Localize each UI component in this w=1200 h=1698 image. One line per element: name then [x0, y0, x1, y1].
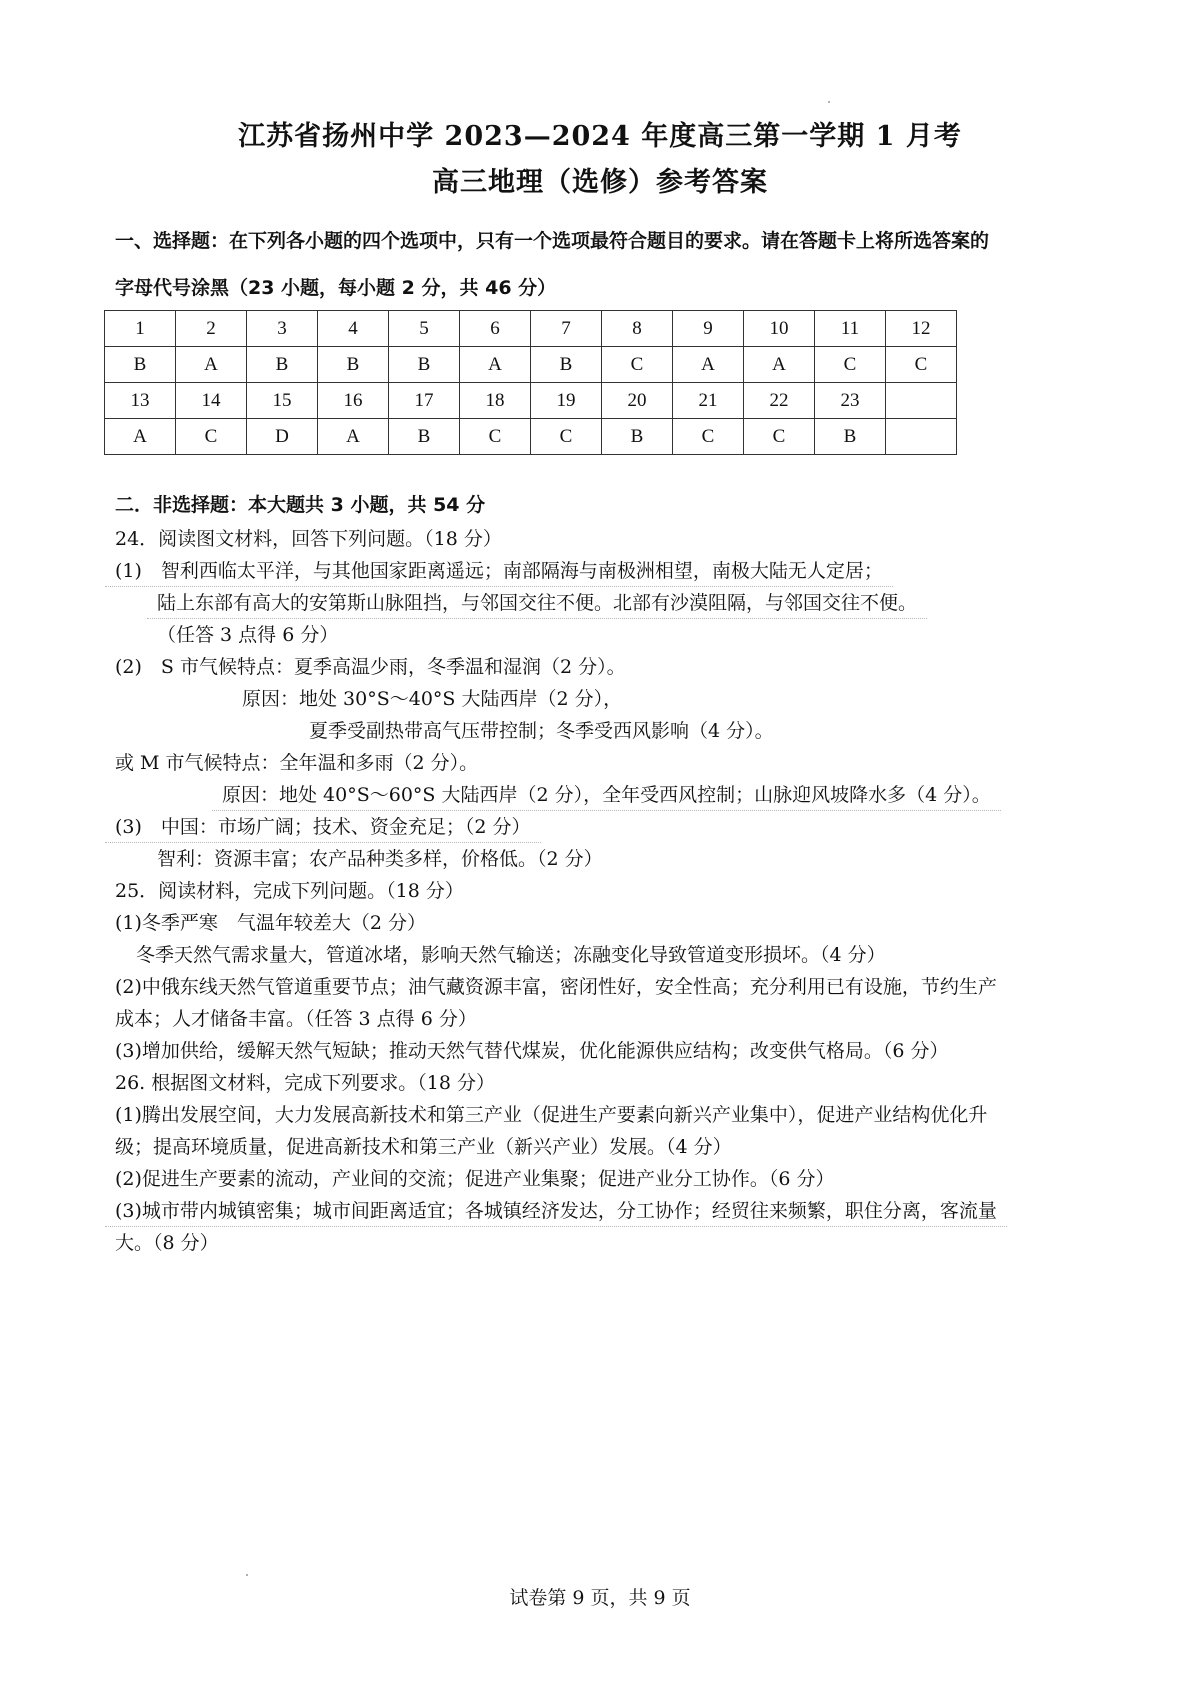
q26-3-line1: (3)城市带内城镇密集；城市间距离适宜；各城镇经济发达，分工协作；经贸往来频繁，职住分离，客流量: [115, 1200, 997, 1222]
question-number-cell: 23: [815, 383, 886, 419]
scan-speck: [828, 101, 830, 103]
answer-cell: B: [602, 419, 673, 455]
q24-2-m-reason: 原因：地处 40°S～60°S 大陆西岸（2 分），全年受西风控制；山脉迎风坡降水多（4 分）。: [222, 784, 991, 806]
question-number-cell: 17: [389, 383, 460, 419]
question-number-cell: 13: [105, 383, 176, 419]
question-number-cell: 10: [744, 311, 815, 347]
question-number-cell: 11: [815, 311, 886, 347]
answer-cell: C: [815, 347, 886, 383]
answer-cell: C: [176, 419, 247, 455]
answer-cell: B: [531, 347, 602, 383]
question-number-cell: 22: [744, 383, 815, 419]
q25-1-line2: 冬季天然气需求量大，管道冰堵，影响天然气输送；冻融变化导致管道变形损坏。（4 分）: [136, 944, 886, 966]
question-number-cell: 12: [886, 311, 957, 347]
q24-3-chile: 智利：资源丰富；农产品种类多样，价格低。（2 分）: [157, 848, 603, 870]
answer-cell: B: [815, 419, 886, 455]
page-subtitle: 高三地理（选修）参考答案: [432, 167, 768, 198]
q24-1-line1: (1) 智利西临太平洋，与其他国家距离遥远；南部隔海与南极洲相望，南极大陆无人定居；: [115, 560, 883, 582]
question-number-cell: 4: [318, 311, 389, 347]
answer-cell: C: [673, 419, 744, 455]
answer-cell: C: [602, 347, 673, 383]
answer-cell: C: [744, 419, 815, 455]
q26-heading: 26. 根据图文材料，完成下列要求。（18 分）: [115, 1072, 495, 1094]
q26-1-line1: (1)腾出发展空间，大力发展高新技术和第三产业（促进生产要素向新兴产业集中），促进产业结构优化升: [115, 1104, 988, 1126]
q26-3-line2: 大。（8 分）: [115, 1232, 219, 1254]
answer-cell: D: [247, 419, 318, 455]
question-number-cell: 5: [389, 311, 460, 347]
table-row-answers: [105, 419, 957, 455]
q25-3: (3)增加供给，缓解天然气短缺；推动天然气替代煤炭，优化能源供应结构；改变供气格局。（6 分）: [115, 1040, 949, 1062]
table-row-question-numbers: [105, 311, 957, 347]
page-title: 江苏省扬州中学 2023—2024 年度高三第一学期 1 月考: [238, 121, 962, 152]
answer-cell: B: [247, 347, 318, 383]
q25-2-line2: 成本；人才储备丰富。（任答 3 点得 6 分）: [115, 1008, 477, 1030]
answer-cell: A: [176, 347, 247, 383]
q24-heading: 24．阅读图文材料，回答下列问题。（18 分）: [115, 528, 502, 550]
answer-cell: B: [105, 347, 176, 383]
section1-heading-line2: 字母代号涂黑（23 小题，每小题 2 分，共 46 分）: [115, 277, 557, 299]
scan-speck: [246, 1574, 248, 1576]
question-number-cell: 8: [602, 311, 673, 347]
answer-cell: A: [460, 347, 531, 383]
q25-1-line1: (1)冬季严寒 气温年较差大（2 分）: [115, 912, 427, 934]
question-number-cell: 6: [460, 311, 531, 347]
answer-cell: A: [673, 347, 744, 383]
answer-cell: [886, 419, 957, 455]
question-number-cell: 14: [176, 383, 247, 419]
question-number-cell: 1: [105, 311, 176, 347]
q25-heading: 25．阅读材料，完成下列问题。（18 分）: [115, 880, 464, 902]
answer-table: [104, 310, 957, 455]
question-number-cell: 21: [673, 383, 744, 419]
q24-1-line2: 陆上东部有高大的安第斯山脉阻挡，与邻国交往不便。北部有沙漠阻隔，与邻国交往不便。: [157, 592, 918, 614]
q26-2: (2)促进生产要素的流动，产业间的交流；促进产业集聚；促进产业分工协作。（6 分）: [115, 1168, 835, 1190]
q24-2-s-reason2: 夏季受副热带高气压带控制；冬季受西风影响（4 分）。: [309, 720, 774, 742]
question-number-cell: 19: [531, 383, 602, 419]
question-number-cell: 7: [531, 311, 602, 347]
question-number-cell: 9: [673, 311, 744, 347]
answer-cell: A: [744, 347, 815, 383]
question-number-cell: [886, 383, 957, 419]
question-number-cell: 2: [176, 311, 247, 347]
q25-2-line1: (2)中俄东线天然气管道重要节点；油气藏资源丰富，密闭性好，安全性高；充分利用已有设施，节约生产: [115, 976, 997, 998]
answer-cell: B: [389, 347, 460, 383]
q26-1-line2: 级；提高环境质量，促进高新技术和第三产业（新兴产业）发展。（4 分）: [115, 1136, 732, 1158]
question-number-cell: 18: [460, 383, 531, 419]
question-number-cell: 20: [602, 383, 673, 419]
answer-cell: C: [531, 419, 602, 455]
answer-cell: C: [886, 347, 957, 383]
answer-cell: B: [389, 419, 460, 455]
section2-heading: 二．非选择题：本大题共 3 小题，共 54 分: [115, 494, 486, 516]
answer-cell: C: [460, 419, 531, 455]
question-number-cell: 3: [247, 311, 318, 347]
q24-1-note: （任答 3 点得 6 分）: [157, 624, 339, 646]
table-row-answers: [105, 347, 957, 383]
question-number-cell: 15: [247, 383, 318, 419]
section1-heading-line1: 一、选择题：在下列各小题的四个选项中，只有一个选项最符合题目的要求。请在答题卡上将所选答案的: [115, 230, 990, 252]
q24-2-s-climate: (2) S 市气候特点：夏季高温少雨，冬季温和湿润（2 分）。: [115, 656, 626, 678]
answer-cell: B: [318, 347, 389, 383]
question-number-cell: 16: [318, 383, 389, 419]
answer-cell: A: [318, 419, 389, 455]
table-row-question-numbers: [105, 383, 957, 419]
q24-3-china: (3) 中国：市场广阔；技术、资金充足；（2 分）: [115, 816, 531, 838]
answer-cell: A: [105, 419, 176, 455]
page-footer: 试卷第 9 页，共 9 页: [509, 1587, 691, 1609]
q24-2-m-climate: 或 M 市气候特点：全年温和多雨（2 分）。: [115, 752, 479, 774]
q24-2-s-reason1: 原因：地处 30°S～40°S 大陆西岸（2 分），: [242, 688, 623, 710]
